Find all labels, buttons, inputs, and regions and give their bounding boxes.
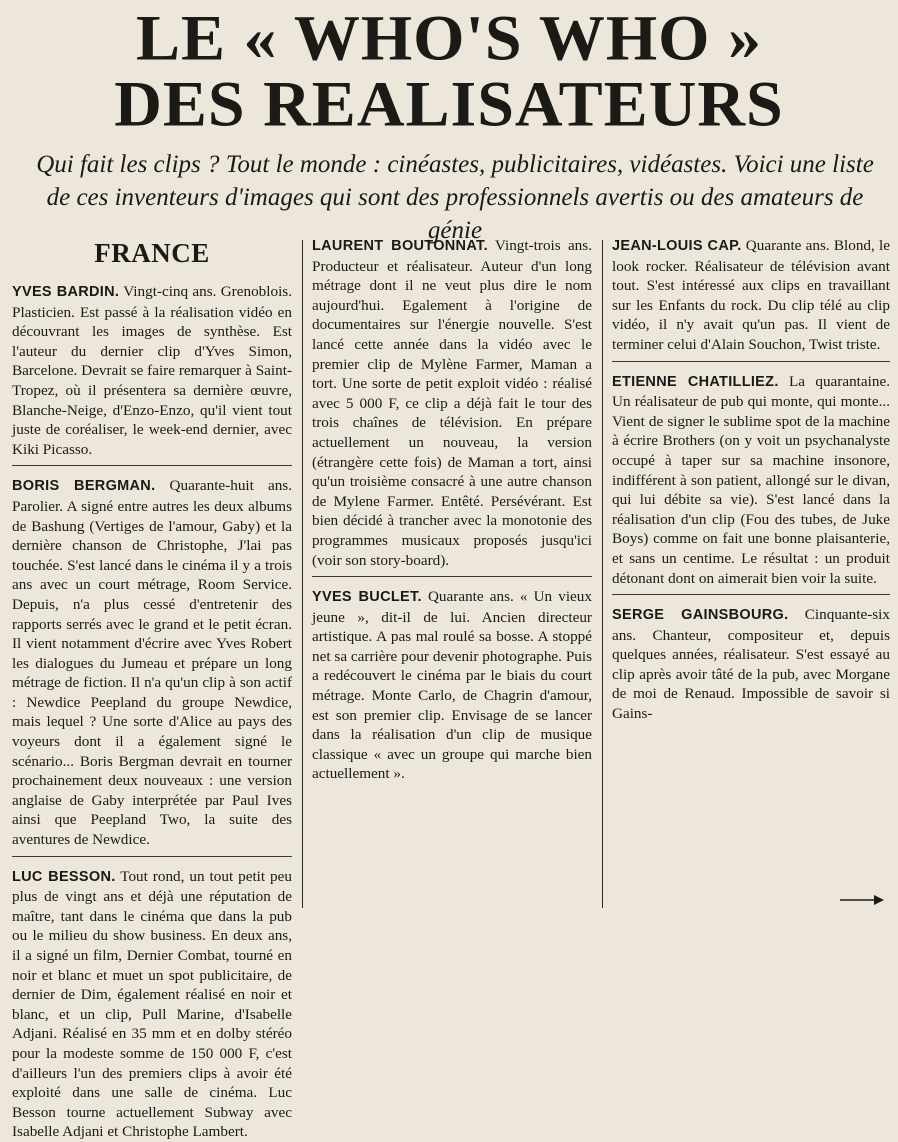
entry-laurent-boutonnat <box>312 236 592 577</box>
entry-name: YVES BARDIN. <box>12 284 120 300</box>
entry-name: BORIS BERGMAN. <box>12 478 156 495</box>
column-divider <box>602 240 603 908</box>
article-column-2 <box>312 236 592 906</box>
page-subtitle: Qui fait les clips ? Tout le monde : cinéastes, publicitaires, vidéastes. Voici une liste de ces inventeurs d'images qui sont des professionnels avertis ou des amateurs de génie <box>36 151 874 244</box>
entry-luc-besson <box>12 867 292 1142</box>
entry-etienne-chatilliez <box>612 372 890 596</box>
entry-jean-louis-cap <box>612 236 890 362</box>
entry-name: LAURENT BOUTONNAT. <box>312 238 488 254</box>
entry-text: Tout rond, un tout petit peu plus de vingt ans et déjà une réputation de maître, tant dans le cinéma que dans la pub ou le milieu du show business. En deux ans, il a signé un film, Dernier Combat, tourné en noir et blanc et muet un spot publicitaire, de dernier de Dim, également réalisé en noir et blanc, et un clip, Pull Marine, d'Isabelle Adjani. Réalisé en 35 mm et en dolby stéréo pour la modeste somme de 150 000 F, c'est d'ailleurs l'un des premiers clips à avoir été exploité dans une salle de cinéma. Luc Besson tourne actuellement Subway avec Isabelle Adjani et Christophe Lambert. <box>12 867 292 1141</box>
continued-arrow-icon <box>840 894 884 906</box>
section-heading: FRANCE <box>94 238 210 268</box>
entry-name: YVES BUCLET. <box>312 589 422 606</box>
entry-name: JEAN-LOUIS CAP. <box>612 238 742 254</box>
entry-yves-buclet <box>312 587 592 784</box>
entry-name: LUC BESSON. <box>12 868 116 885</box>
entry-boris-bergman <box>12 476 292 856</box>
entry-text: Quarante-huit ans. Parolier. A signé entre autres les deux albums de Bashung (Vertiges de l'amour, Gaby) et la dernière chanson de Christophe, J'lai pas touchée. S'est lancé dans le cinéma il y a trois ans avec un court métrage, Room Service. Depuis, n'a plus cessé d'entretenir des rapports serrés avec le grand et le petit écran. Il vient notamment d'écrire avec Yves Robert les dialogues du Jumeau et prépare un long métrage de fiction. Il n'a qu'un clip à son actif : Newdice Peepland du groupe Newdice, mais lequel ? Une sorte d'Alice au pays des voyeurs dont il a également signé le scénario... Boris Bergman devrait en tourner prochainement deux nouveaux : une version anglaise de Gaby interprétée par Paul Ives ainsi que Peepland Two, la suite des aventures de Newdice. <box>12 477 293 849</box>
entry-text: Quarante ans. « Un vieux jeune », dit-il de lui. Ancien directeur artistique. A pas mal roulé sa bosse. A stoppé net sa carrière pour devenir photographe. Puis a redécouvert le cinéma par le biais du court métrage. Monte Carlo, de Chagrin d'amour, est son premier clip. Envisage de se lancer dans la réalisation d'un clip de musique classique « avec un groupe qui marche bien actuellement ». <box>312 588 592 783</box>
entry-yves-bardin <box>12 282 292 466</box>
entry-name: ETIENNE CHATILLIEZ. <box>612 373 779 390</box>
entry-text: Vingt-trois ans. Producteur et réalisateur. Auteur d'un long métrage dont il ne veut plus dire le nom aujourd'hui. Egalement à l'origine de documentaires sur l'énergie nouvelle. S'est lancé cette année dans la vidéo avec le premier clip de Mylène Farmer, Maman a tort. Une sorte de petit exploit vidéo : réalisé avec 5 000 F, ce clip a déjà fait le tour des trois chaînes de télévision. En prépare actuellement un nouveau, la version (étrangère cette fois) de Maman a tort, ainsi qu'un troisième consacré à une autre chanson de Mylene Farmer. Entêté. Persévérant. Est bien décidé à trancher avec la monotonie des programmes musicaux proposés jusqu'ici (voir son story-board). <box>312 237 592 569</box>
column-divider <box>302 240 303 908</box>
article-column-1 <box>12 236 293 1141</box>
entry-text: La quarantaine. Un réalisateur de pub qui monte, qui monte... Vient de signer le sublime spot de la machine à écrire Brothers (on y voit un psychanalyste occupé à taper sur sa machine insonore, indifférent à son patient, allongé sur le divan, qui lui débite sa vie). S'est lancé dans la réalisation d'un clip (Fou des tubes, de Juke Boys) comme on fait une bonne plaisanterie, et sans un centime. Le résultat : un produit détonant dont on aimerait bien voir la suite. <box>612 372 890 587</box>
entry-name: SERGE GAINSBOURG. <box>612 607 789 624</box>
entry-text: Quarante ans. Blond, le look rocker. Réalisateur de télévision avant tout. S'est intéressé aux clips en travaillant sur les Enfants du rock. Du clip télé au clip vidéo, il n'y avait qu'un pas. Il vient de terminer celui d'Alain Souchon, Twist triste. <box>612 237 890 353</box>
article-column-3 <box>612 236 890 906</box>
page-title-line2: DES REALISATEURS <box>114 68 784 141</box>
entry-text: Cinquante-six ans. Chanteur, compositeur et, depuis quelques années, réalisateur. S'est essayé au clip après avoir tâté de la pub, avec Morgane de moi de Renaud. Impossible de savoir si Gains- <box>612 606 890 723</box>
page-title-line1: LE « WHO'S WHO » <box>135 2 763 75</box>
entry-serge-gainsbourg <box>612 605 890 724</box>
entry-text: Vingt-cinq ans. Grenoblois. Plasticien. Est passé à la réalisation vidéo en découvrant les images de synthèse. Est l'auteur du dernier clip d'Yves Simon, Barcelone. Devrait se faire remarquer à Saint-Tropez, où il présentera sa dernière œuvre, Blanche-Neige, d'Enzo-Enzo, qu'il vient tout juste de coréaliser, le week-end dernier, avec Kiki Picasso. <box>12 283 293 458</box>
